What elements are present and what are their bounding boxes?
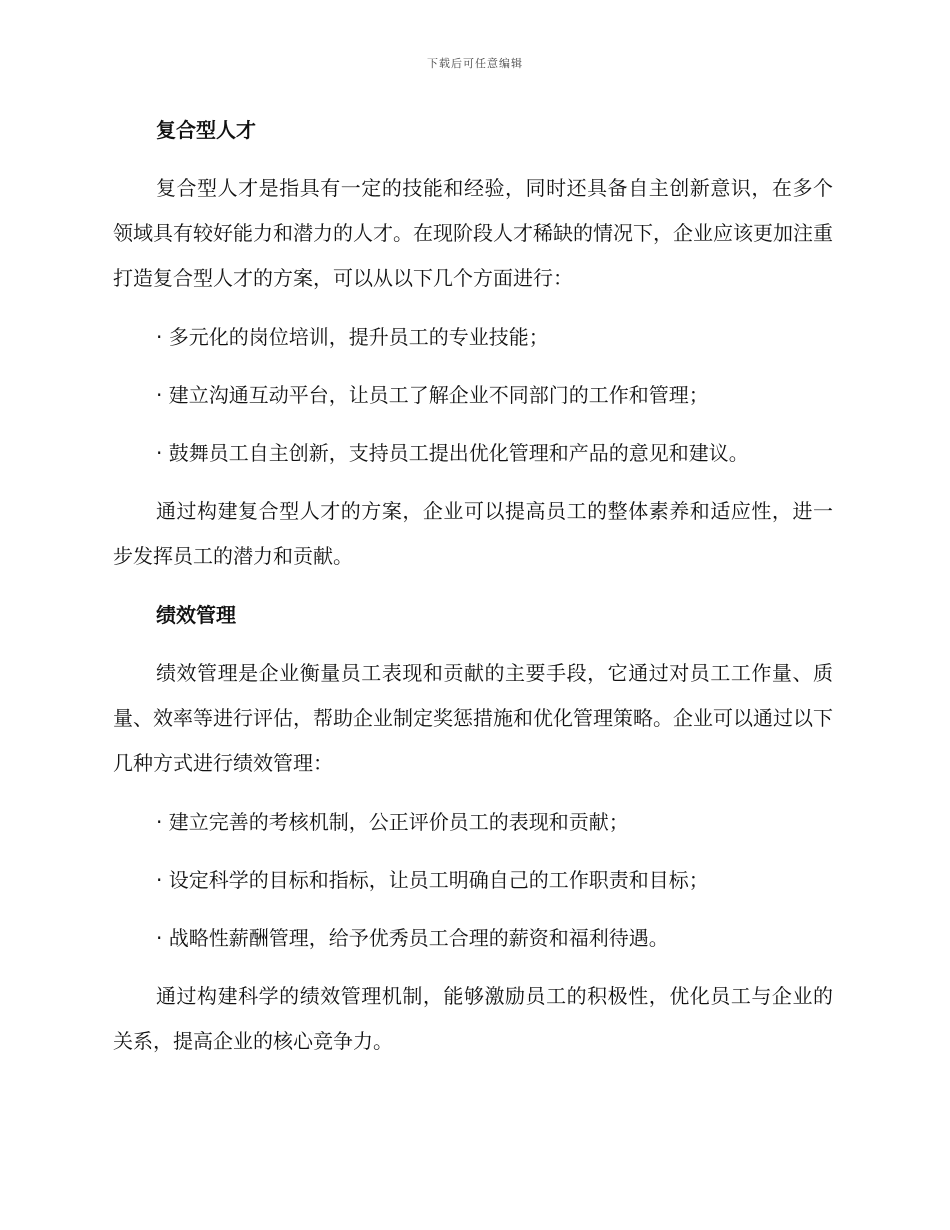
bullet-item: · 建立沟通互动平台，让员工了解企业不同部门的工作和管理； <box>156 383 709 407</box>
paragraph: 复合型人才是指具有一定的技能和经验，同时还具备自主创新意识，在多个领域具有较好能力和潜力的人才。在现阶段人才稀缺的情况下，企业应该更加注重打造复合型人才的方案，可以从以下几个方面进行： <box>113 176 833 290</box>
bullet-item: · 多元化的岗位培训，提升员工的专业技能； <box>156 325 549 349</box>
bullet-item: · 设定科学的目标和指标，让员工明确自己的工作职责和目标； <box>156 868 709 892</box>
section-heading: 复合型人才 <box>156 118 256 142</box>
bullet-item: · 建立完善的考核机制，公正评价员工的表现和贡献； <box>156 810 629 834</box>
paragraph: 绩效管理是企业衡量员工表现和贡献的主要手段，它通过对员工工作量、质量、效率等进行评估，帮助企业制定奖惩措施和优化管理策略。企业可以通过以下几种方式进行绩效管理： <box>113 661 833 775</box>
paragraph: 通过构建科学的绩效管理机制，能够激励员工的积极性，优化员工与企业的关系，提高企业的核心竞争力。 <box>113 984 833 1053</box>
section-heading: 绩效管理 <box>156 603 236 627</box>
bullet-item: · 战略性薪酬管理，给予优秀员工合理的薪资和福利待遇。 <box>156 926 669 950</box>
paragraph: 通过构建复合型人才的方案，企业可以提高员工的整体素养和适应性，进一步发挥员工的潜力和贡献。 <box>113 499 833 568</box>
bullet-item: · 鼓舞员工自主创新，支持员工提出优化管理和产品的意见和建议。 <box>156 441 749 465</box>
page-header: 下载后可任意编辑 <box>427 57 523 70</box>
document-body <box>113 108 833 1064</box>
